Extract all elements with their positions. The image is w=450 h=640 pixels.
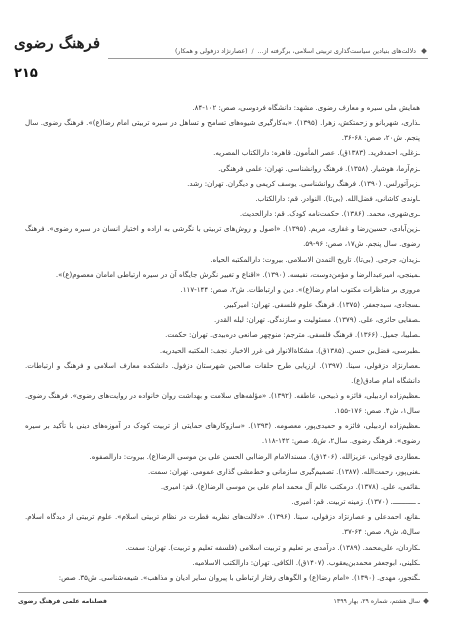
reference-entry: همایش ملی سیره و معارف رضوی. مشهد: دانشگاه فردوسی، صص: ۱۰۲-۸۴. <box>192 103 420 112</box>
article-authors: (عصارنژاد دزفولی و همکار) <box>174 47 248 55</box>
running-header <box>108 44 428 59</box>
reference-entry: ـطبرسی، فضل‌بن حسن. (۱۳۸۵ق). مشکاةالانوار فی غرر الاخبار. نجف: المکتبه الحیدریه. <box>159 345 420 355</box>
running-footer <box>18 592 428 607</box>
reference-entry: ـزم‌آرما، هوشیار. (۱۳۵۸). فرهنگ روانشناسی. تهران: علمی فرهنگی. <box>218 163 420 173</box>
reference-entry: ـزبرآتورلس. (۱۳۹۰). فرهنگ روانشناسی. یوسف کریمی و دیگران. تهران: رشد. <box>187 178 420 188</box>
journal-logo: فرهنگ رضوی <box>14 34 101 52</box>
reference-entry: ـ ـــــــــــ. (۱۳۷۰). زمینه تربیت. قم: امیری. <box>291 497 420 507</box>
reference-entry: ـعطاردی قوچانی، عزیزالله. (۱۴۰۶ق). مسندالامام الرضاابی الحسن علی بن موسی الرضا(ع). بیروت: دارالصفوه. <box>89 451 420 461</box>
reference-entry: ـزیدان، جرجی. (بی‌تا). تاریخ التمدن الاسلامی. بیروت: دارالمکتبه الحیاه. <box>210 254 420 264</box>
reference-entry: ـری‌شهری، محمد. (۱۳۸۶). حکمت‌نامه کودک. قم: دارالحدیث. <box>239 209 420 219</box>
diamond-marker-icon <box>423 598 429 604</box>
reference-entry: ـزغلی، احمدفرید. (۱۳۸۳ق). عصر المأمون. قاهره: دارالکتاب المصریه. <box>213 148 420 158</box>
header-separator: / <box>251 47 254 55</box>
reference-entry: ـعصارنژاد دزفولی، سینا. (۱۳۹۷). ارزیابی طرح حلقات صالحین شهرستان دزفول. دانشکده معارف اسلامی و فرهنگ و ارتباطات. دانشگاه امام صادق(ع). <box>25 360 420 385</box>
page-number: ۲۱۵ <box>14 66 38 81</box>
reference-entry: ـصلیبا، جمیل. (۱۳۶۶). فرهنگ فلسفی. مترجم: منوچهر صانعی دره‌بیدی. تهران: حکمت. <box>165 330 420 340</box>
reference-entry: مروری بر مناظرات مکتوب امام رضا(ع)». دین و ارتباطات. ش۲، صص: ۱۴۴-۱۱۷. <box>180 284 420 294</box>
reference-entry: ـکلینی، ابوجعفر محمدبن‌یعقوب. (۱۴۰۷ق). الکافی. تهران: دارالکتب الاسلامیه. <box>192 557 420 567</box>
reference-entry: ـگنجور، مهدی. (۱۳۹۰). «امام رضا(ع) و الگوهای رفتار ارتباطی با پیروان سایر ادیان و مذاهب». شیعه‌شناسی. ش۳۵. صص: <box>58 572 420 582</box>
reference-entry: ـقائمی، علی. (۱۳۷۸). درمکتب عالم آل محمد امام علی بن موسی الرضا(ع). قم: امیری. <box>160 481 420 491</box>
reference-entry: ـقانع، احمدعلی و عصارنژاد دزفولی، سینا. (۱۳۹۶). «دلالت‌های نظریه فطرت در نظام تربیتی اسلام». علوم تربیتی از دیدگاه اسلام. سال۵، ش۹، صص: ۶۴-۳۷. <box>25 512 420 537</box>
issue-info: سال هشتم، شماره ۲۹، بهار ۱۳۹۹ <box>333 597 420 605</box>
reference-entry: ـعظیم‌زاده اردبیلی، فائزه و ذبیحی، عاطفه. (۱۳۹۲). «مؤلفه‌های سلامت و بهداشت روان خانواده در روایت‌های رضوی». فرهنگ رضوی. سال۱، ش۴. صص: ۱۷۶-۱۵۵. <box>25 390 421 416</box>
reference-entry: ـاوندی کاشانی، فضل‌الله. (بی‌تا). النوادر. قم: دارالکتاب. <box>255 193 420 203</box>
reference-entry: ـصفایی حائری، علی. (۱۳۷۹). مسئولیت و سازندگی. تهران: لیله القدر. <box>214 315 420 325</box>
journal-name: فصلنامه علمی فرهنگ رضوی <box>18 597 107 605</box>
reference-entry: ـزین‌آبادی، حسین‌رضا و غفاری، مریم. (۱۳۹۵). «اصول و روش‌های تربیتی با نگرشی به اراده و اختیار انسان در سیره رضوی». فرهنگ رضوی. سال پنجم. ش۱۷، صص: ۹۶-۵۹. <box>25 224 420 249</box>
diamond-marker-icon <box>421 48 427 54</box>
references-list <box>25 100 420 585</box>
footer-issue <box>334 598 428 605</box>
article-title: دلالت‌های بنیادین سیاست‌گذاری تربیتی اسلامی، برگرفته از... <box>257 47 416 55</box>
reference-entry: ـذاری، شهربانو و زحمتکش، زهرا. (۱۳۹۵). «به‌کارگیری شیوه‌های تسامح و تساهل در سیره تربیتی امام رضا(ع)». فرهنگ رضوی. سال پنجم. ش۲۰، صص: ۶۸-۳۶. <box>25 118 420 143</box>
reference-entry: ـمینجی، امیرعبدالرضا و مؤمن‌دوست، نفیسه. (۱۳۹۰). «اقناع و تغییر نگرش جایگاه آن در سیره ارتباطی امامان معصوم(ع)». <box>55 269 420 279</box>
reference-entry: ـسجادی، سیدجعفر. (۱۳۷۵). فرهنگ علوم فلسفی. تهران: امیرکبیر. <box>223 300 420 310</box>
reference-entry: ـعظیم‌زاده اردبیلی، فائزه و حمیدی‌پور، معصومه. (۱۳۹۳). «سازوکارهای حمایتی از تربیت کودک در آموزه‌های دینی با تأکید بر سیره رضوی». فرهنگ رضوی. سال۲، ش۵. صص: ۱۴۲-۱۱۸. <box>25 421 420 446</box>
reference-entry: ـکاردان، علی‌محمد. (۱۳۸۹). درآمدی بر تعلیم و تربیت اسلامی (فلسفه تعلیم و تربیت). تهران: سمت. <box>125 542 420 552</box>
reference-entry: ـغنی‌پور، رحمت‌الله. (۱۳۸۷). تصمیم‌گیری سازمانی و خط‌مشی گذاری عمومی. تهران: سمت. <box>148 466 420 476</box>
